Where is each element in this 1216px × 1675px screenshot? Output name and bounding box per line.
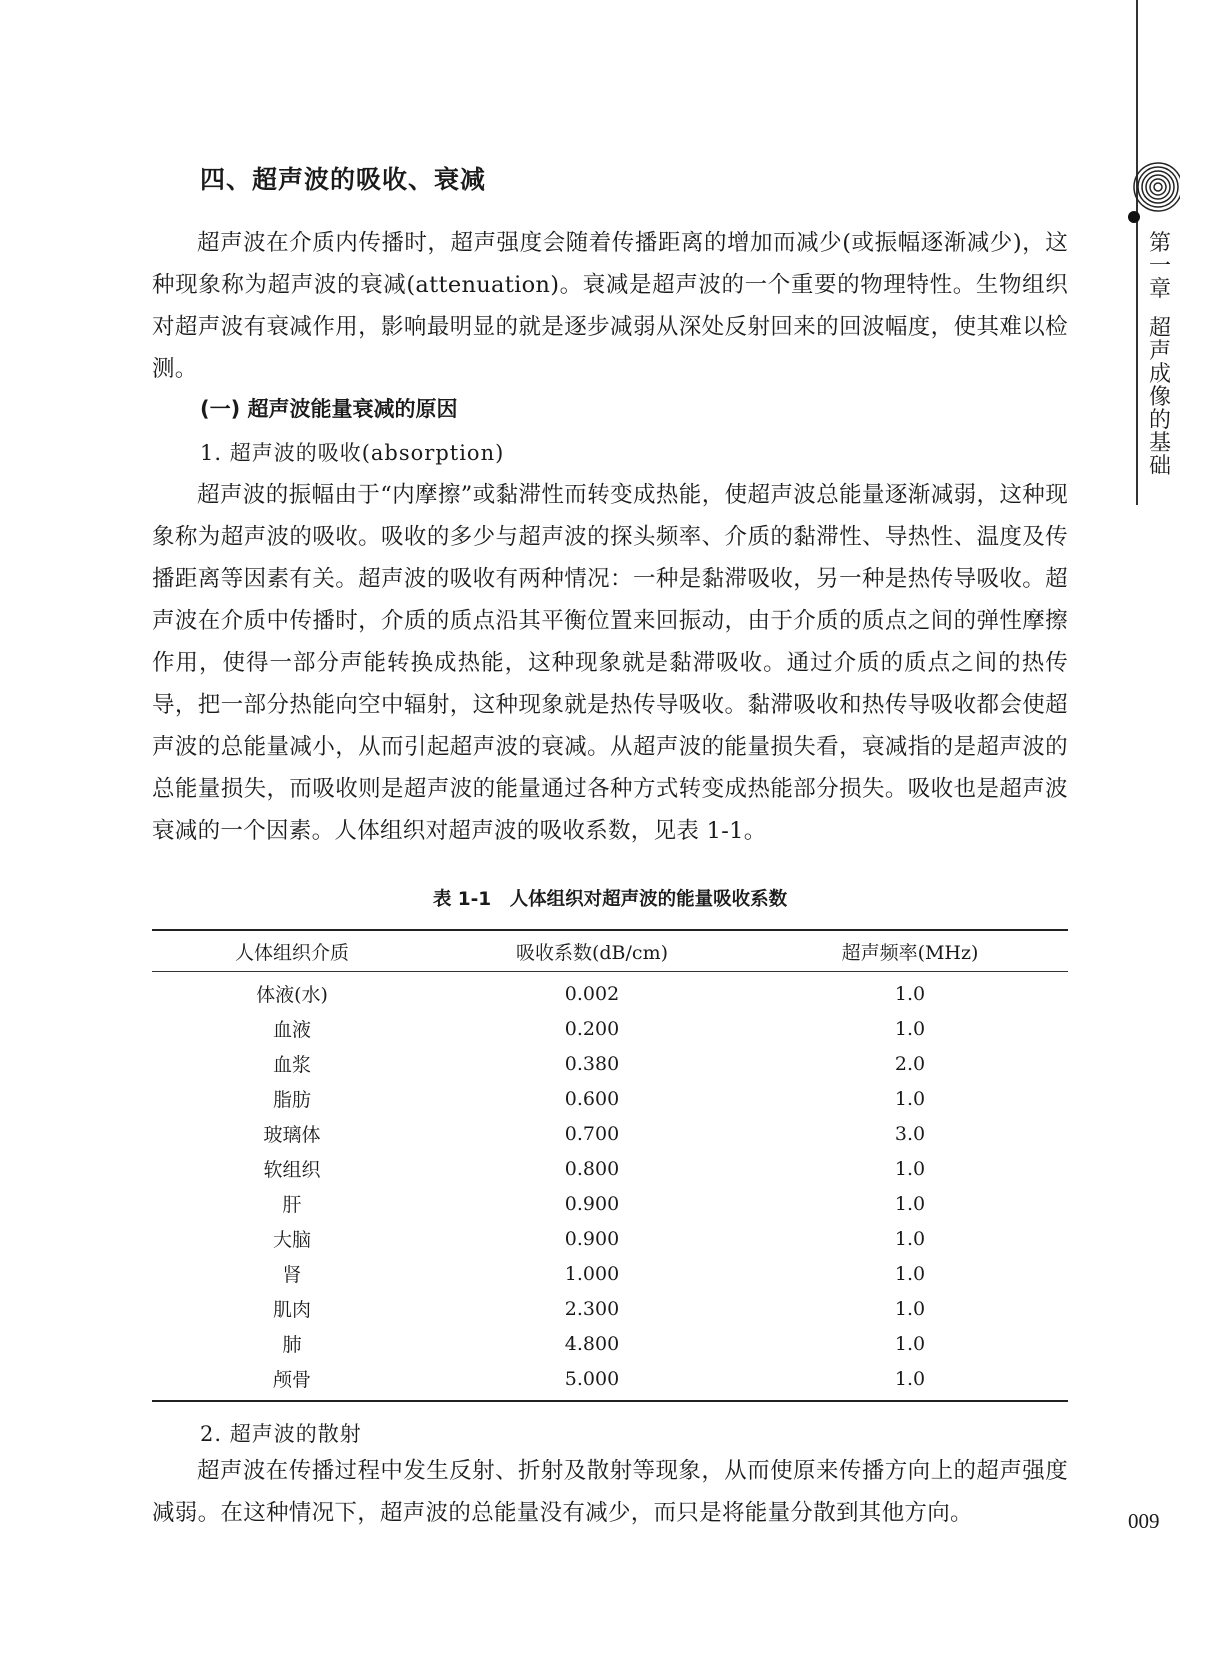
- cell-frequency: 1.0: [894, 1017, 926, 1040]
- cell-frequency: 1.0: [894, 1332, 926, 1355]
- paragraph-scattering: 超声波在传播过程中发生反射、折射及散射等现象，从而使原来传播方向上的超声强度减弱。在这种情况下，超声波的总能量没有减少，而只是将能量分散到其他方向。: [152, 1458, 1068, 1526]
- table-row: [152, 1151, 1068, 1186]
- cell-frequency: 1.0: [894, 1157, 926, 1180]
- cell-tissue: 血浆: [272, 1054, 311, 1076]
- chapter-title-char: 像: [1148, 385, 1171, 410]
- page-number: 009: [1128, 1509, 1160, 1533]
- table-row: [152, 1221, 1068, 1256]
- cell-tissue: 脂肪: [272, 1089, 311, 1111]
- item-scattering: 2. 超声波的散射: [200, 1422, 362, 1446]
- concentric-circles-ornament: [1120, 155, 1180, 235]
- table-caption: 表 1-1 人体组织对超声波的能量吸收系数: [432, 889, 788, 910]
- cell-tissue: 大脑: [272, 1229, 311, 1251]
- header-frequency: 超声频率(MHz): [841, 941, 979, 964]
- header-coefficient: 吸收系数(dB/cm): [515, 941, 668, 964]
- cell-coefficient: 0.700: [564, 1122, 620, 1145]
- cell-frequency: 1.0: [894, 982, 926, 1005]
- cell-tissue: 玻璃体: [263, 1124, 321, 1146]
- cell-frequency: 3.0: [894, 1122, 926, 1145]
- cell-frequency: 1.0: [894, 1192, 926, 1215]
- table-row: [152, 1291, 1068, 1326]
- chapter-side-tab: [1140, 232, 1180, 478]
- chapter-char: 第: [1148, 231, 1171, 256]
- section-title: 四、超声波的吸收、衰减: [200, 165, 487, 194]
- cell-coefficient: 0.900: [564, 1192, 620, 1215]
- cell-coefficient: 0.900: [564, 1227, 620, 1250]
- cell-coefficient: 0.200: [564, 1017, 620, 1040]
- cell-tissue: 颅骨: [272, 1369, 311, 1391]
- chapter-char: 章: [1148, 277, 1171, 302]
- margin-rule: [1136, 0, 1138, 505]
- cell-coefficient: 1.000: [564, 1262, 620, 1285]
- cell-frequency: 1.0: [894, 1227, 926, 1250]
- paragraph-absorption: 超声波的振幅由于“内摩擦”或黏滞性而转变成热能，使超声波总能量逐渐减弱，这种现象称为超声波的吸收。吸收的多少与超声波的探头频率、介质的黏滞性、导热性、温度及传播距离等因素有关。超声波的吸收有两种情况：一种是黏滞吸收，另一种是热传导吸收。超声波在介质中传播时，介质的质点沿其平衡位置来回振动，由于介质的质点之间的弹性摩擦作用，使得一部分声能转换成热能，这种现象就是黏滞吸收。通过介质的质点之间的热传导，把一部分热能向空中辐射，这种现象就是热传导吸收。黏滞吸收和热传导吸收都会使超声波的总能量减小，从而引起超声波的衰减。从超声波的能量损失看，衰减指的是超声波的总能量损失，而吸收则是超声波的能量通过各种方式转变成热能部分损失。吸收也是超声波衰减的一个因素。人体组织对超声波的吸收系数，见表 1-1。: [152, 482, 1068, 844]
- cell-frequency: 1.0: [894, 1087, 926, 1110]
- chapter-title-char: 声: [1148, 339, 1171, 364]
- table-row: [152, 1081, 1068, 1116]
- paragraph-attenuation: 超声波在介质内传播时，超声强度会随着传播距离的增加而减少(或振幅逐渐减少)，这种现象称为超声波的衰减(attenuation)。衰减是超声波的一个重要的物理特性。生物组织对超声波有衰减作用，影响最明显的就是逐步减弱从深处反射回来的回波幅度，使其难以检测。: [152, 230, 1068, 382]
- subheading-attenuation-causes: (一) 超声波能量衰减的原因: [200, 397, 458, 421]
- chapter-title-char: 的: [1148, 408, 1171, 433]
- cell-tissue: 血液: [272, 1019, 311, 1041]
- chapter-title-char: 超: [1148, 316, 1171, 341]
- table-header-row: [152, 930, 1068, 972]
- cell-frequency: 1.0: [894, 1367, 926, 1390]
- item-absorption: 1. 超声波的吸收(absorption): [200, 441, 505, 465]
- table-row: [152, 1011, 1068, 1046]
- table-row: [152, 1116, 1068, 1151]
- table-row: [152, 1186, 1068, 1221]
- table-row: [152, 1046, 1068, 1081]
- table-row: [152, 1256, 1068, 1291]
- cell-frequency: 2.0: [894, 1052, 926, 1075]
- cell-tissue: 肝: [282, 1194, 302, 1216]
- cell-tissue: 肌肉: [272, 1299, 311, 1321]
- chapter-title-char: 成: [1148, 362, 1171, 387]
- cell-frequency: 1.0: [894, 1297, 926, 1320]
- table-row: [152, 1361, 1068, 1401]
- chapter-title-char: 础: [1148, 454, 1171, 479]
- cell-coefficient: 4.800: [564, 1332, 620, 1355]
- cell-coefficient: 2.300: [564, 1297, 620, 1320]
- cell-coefficient: 5.000: [564, 1367, 620, 1390]
- cell-coefficient: 0.002: [564, 982, 620, 1005]
- cell-tissue: 软组织: [263, 1159, 321, 1181]
- table-row: [152, 972, 1068, 1012]
- cell-coefficient: 0.800: [564, 1157, 620, 1180]
- chapter-title-char: 基: [1148, 431, 1171, 456]
- cell-frequency: 1.0: [894, 1262, 926, 1285]
- cell-coefficient: 0.600: [564, 1087, 620, 1110]
- cell-tissue: 体液(水): [256, 984, 328, 1006]
- cell-coefficient: 0.380: [564, 1052, 620, 1075]
- absorption-coefficient-table: [152, 929, 1068, 1402]
- table-row: [152, 1326, 1068, 1361]
- cell-tissue: 肾: [282, 1264, 302, 1286]
- chapter-char: 一: [1148, 254, 1171, 279]
- header-tissue: 人体组织介质: [234, 941, 349, 964]
- cell-tissue: 肺: [282, 1334, 302, 1356]
